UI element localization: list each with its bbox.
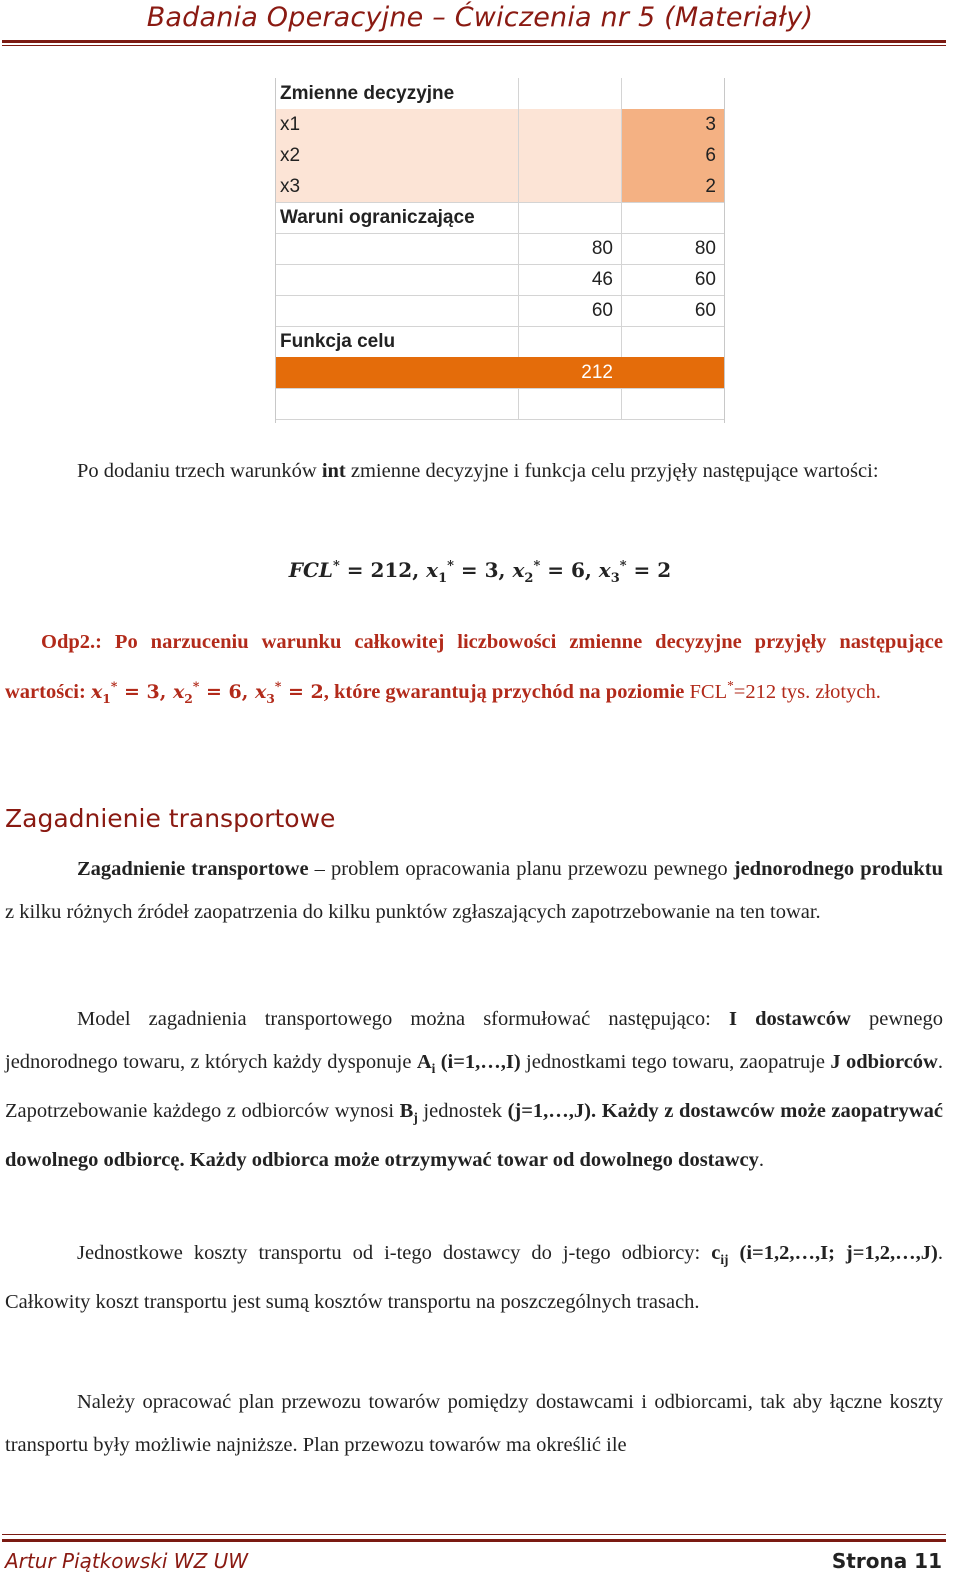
var-label: x2	[280, 145, 301, 166]
footer-page-number: Strona 11	[831, 1549, 942, 1573]
sheet-row-vars-header	[276, 78, 724, 110]
var-value: 3	[705, 114, 716, 135]
objective-header: Funkcja celu	[280, 331, 396, 352]
intro-paragraph	[5, 451, 943, 492]
sheet-row-objective	[276, 357, 724, 389]
p2-bold-3: (i=1,…,I)	[435, 1051, 521, 1073]
p2-text-2: pewnego jednorodnego towaru, z których każdy dysponuje	[5, 1008, 943, 1073]
header-rule-thin	[2, 45, 946, 46]
p2-text-1: Model zagadnienia transportowego można sformułować następująco:	[77, 1008, 730, 1030]
p3-text-2: . Całkowity koszt transportu jest sumą kosztów transportu na poszczególnych trasach.	[5, 1242, 943, 1314]
constraint-lhs: 80	[591, 238, 613, 259]
answer-paragraph: Odp2.: Po narzuceniu warunku całkowitej liczbowości zmienne decyzyjne przyjęły następujące wartości: $x_1^* = 3$, $x_2^* = 6$, $x_3^* = 2$, które gwarantują przychód na poziomie FCL*=212 tys. złotych.	[5, 631, 943, 706]
constraint-rhs: 60	[694, 300, 716, 321]
intro-text-after: zmienne decyzyjne i funkcja celu przyjęły następujące wartości:	[345, 460, 879, 482]
footer-rule	[2, 1534, 946, 1535]
intro-bold: int	[321, 460, 346, 482]
p2-sub-1: i	[431, 1061, 436, 1077]
sheet-row-x2	[276, 140, 724, 172]
answer-prefix: Odp2.: Po narzuceniu warunku całkowitej liczbowości zmienne decyzyjne przyjęły następujące wartości:	[5, 631, 943, 703]
header-rule	[2, 40, 946, 43]
var-label: x1	[280, 114, 301, 135]
p3-sub: ij	[720, 1252, 729, 1268]
paragraph-model	[5, 998, 943, 1182]
sheet-row-x3	[276, 171, 724, 203]
paragraph-definition	[5, 848, 943, 934]
answer-suffix: =212 tys. złotych.	[733, 680, 881, 703]
constraint-rhs: 60	[694, 269, 716, 290]
var-value: 6	[705, 145, 716, 166]
p2-text-3: jednostkami tego towaru, zaopatruje	[520, 1051, 831, 1073]
sheet-row-constraint	[276, 233, 724, 265]
result-formula: FCL* = 212, $x_1^* = 3$, $x_2^* = 6$, $x_3^* = 2$	[288, 558, 672, 586]
sheet-row-constraint	[276, 264, 724, 296]
objective-value: 212	[581, 362, 613, 383]
spreadsheet-snapshot	[275, 78, 725, 423]
constraint-lhs: 60	[591, 300, 613, 321]
constraint-lhs: 46	[591, 269, 613, 290]
p3-text-1: Jednostkowe koszty transportu od i-tego dostawcy do j-tego odbiorcy:	[77, 1242, 712, 1264]
p2-bold-5: B	[399, 1100, 414, 1123]
footer-author: Artur Piątkowski WZ UW	[5, 1549, 249, 1573]
sheet-row-empty	[276, 388, 724, 420]
var-label: x3	[280, 176, 301, 197]
paragraph-plan	[5, 1381, 943, 1467]
p2-bold-1: I dostawców	[729, 1008, 851, 1030]
footer-rule-thick	[2, 1539, 946, 1542]
var-value: 2	[705, 176, 716, 197]
p3-bold-1: c	[711, 1242, 721, 1264]
constraint-rhs: 80	[694, 238, 716, 259]
intro-text: Po dodaniu trzech warunków	[77, 460, 322, 482]
p1-bold-2: jednorodnego produktu	[733, 858, 944, 880]
p2-text-5: jednostek	[417, 1100, 508, 1123]
p2-bold-4: J odbiorców	[830, 1051, 938, 1073]
answer-fcl-sup: *	[727, 678, 734, 693]
sheet-row-x1	[276, 109, 724, 141]
sheet-row-constraints-header	[276, 202, 724, 234]
p1-bold-1: Zagadnienie transportowe	[77, 858, 309, 880]
p2-text-6: .	[758, 1149, 765, 1172]
p3-bold-2: (i=1,2,…,I; j=1,2,…,J)	[728, 1242, 938, 1264]
answer-fcl: FCL	[689, 680, 728, 703]
sheet-row-constraint	[276, 295, 724, 327]
answer-middle: , które gwarantują przychód na poziomie	[323, 680, 690, 703]
p1-text-2: z kilku różnych źródeł zaopatrzenia do kilku punktów zgłaszających zapotrzebowanie na ten towar.	[5, 901, 821, 923]
page-header	[0, 0, 960, 46]
sheet-row-objective-header	[276, 326, 724, 358]
header-title: Badania Operacyjne – Ćwiczenia nr 5 (Materiały)	[146, 2, 814, 33]
p2-bold-2: A	[416, 1051, 432, 1073]
p4-text: Należy opracować plan przewozu towarów pomiędzy dostawcami i odbiorcami, tak aby łączne koszty transportu były możliwie najniższe. Plan przewozu towarów ma określić ile	[5, 1391, 943, 1456]
paragraph-costs	[5, 1232, 943, 1324]
section-title: Zagadnienie transportowe	[5, 804, 336, 833]
constraints-header: Waruni ograniczające	[280, 207, 475, 228]
p1-text-1: – problem opracowania planu przewozu pewnego	[308, 858, 734, 880]
p2-text-4: . Zapotrzebowanie każdego z odbiorców wynosi	[5, 1051, 943, 1123]
p2-sub-2: j	[413, 1110, 418, 1126]
vars-header: Zmienne decyzyjne	[280, 83, 455, 104]
p2-bold-6: (j=1,…,J). Każdy z dostawców może zaopatrywać dowolnego odbiorcę. Każdy odbiorca może otrzymywać towar od dowolnego dostawcy	[5, 1100, 943, 1172]
